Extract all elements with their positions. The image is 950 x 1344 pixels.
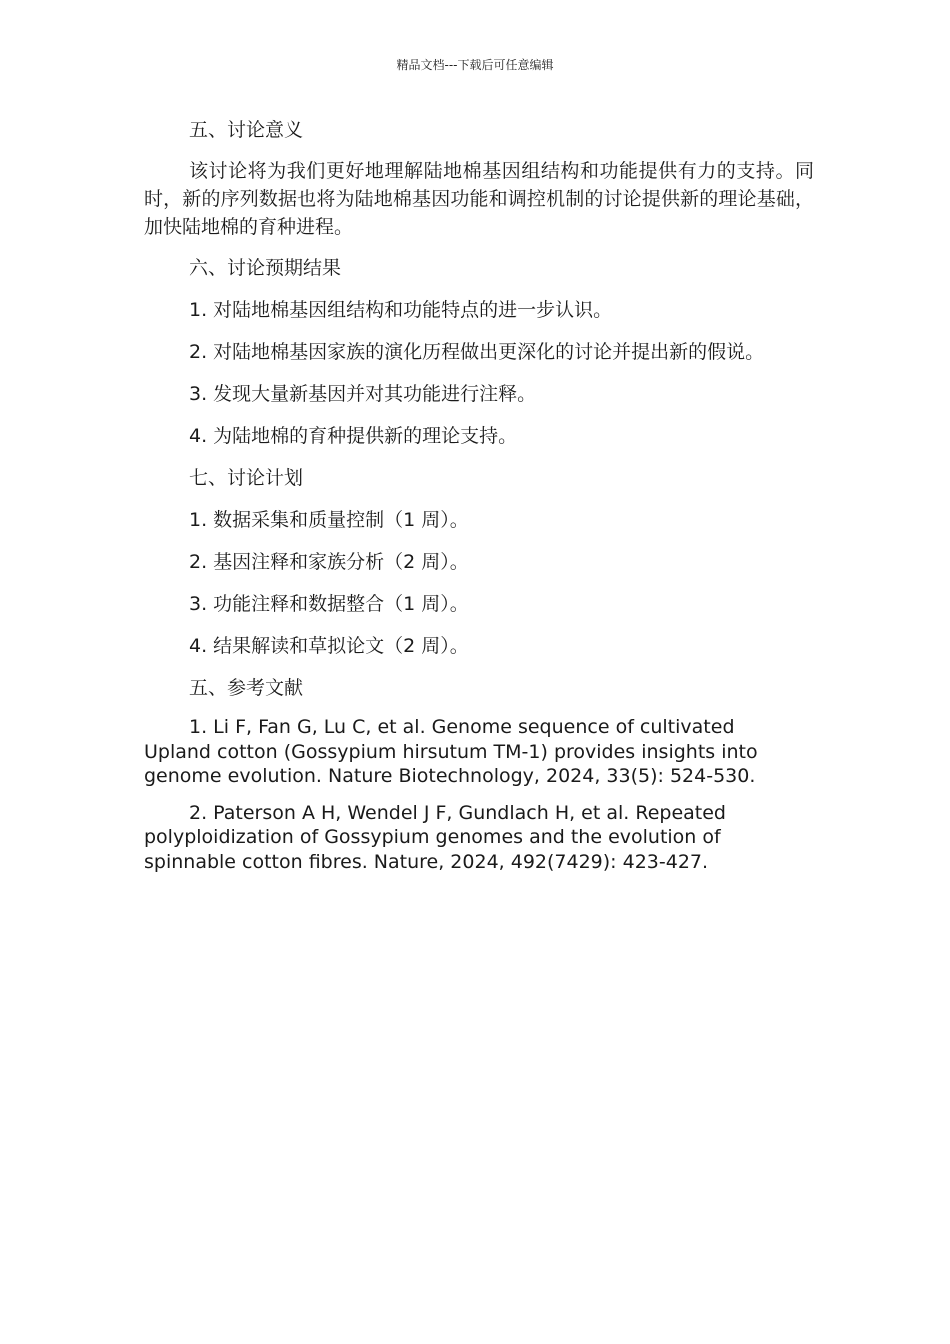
plan-item: 1. 数据采集和质量控制（1 周）。	[189, 509, 469, 531]
expected-result-item: 1. 对陆地棉基因组结构和功能特点的进一步认识。	[189, 299, 613, 321]
expected-result-item: 4. 为陆地棉的育种提供新的理论支持。	[189, 425, 518, 447]
section-title-expected-results: 六、讨论预期结果	[189, 257, 342, 279]
expected-result-item: 3. 发现大量新基因并对其功能进行注释。	[189, 383, 537, 405]
plan-item: 4. 结果解读和草拟论文（2 周）。	[189, 635, 469, 657]
page-header: 精品文档---下载后可任意编辑	[396, 58, 554, 72]
section-title-significance: 五、讨论意义	[189, 119, 304, 141]
section-title-plan: 七、讨论计划	[189, 467, 304, 489]
expected-result-item: 2. 对陆地棉基因家族的演化历程做出更深化的讨论并提出新的假说。	[189, 341, 765, 363]
reference-item: 1. Li F, Fan G, Lu C, et al. Genome sequence of cultivated Upland cotton (Gossypium hirsutum TM-1) provides insights into genome evolution. Nature Biotechnology, 2024, 33(5): 524-530.	[144, 716, 758, 787]
reference-item: 2. Paterson A H, Wendel J F, Gundlach H, et al. Repeated polyploidization of Gossypium genomes and the evolution of spinnable cotton fibres. Nature, 2024, 492(7429): 423-427.	[144, 801, 726, 873]
plan-item: 3. 功能注释和数据整合（1 周）。	[189, 593, 469, 615]
section-title-references: 五、参考文献	[189, 677, 304, 699]
plan-item: 2. 基因注释和家族分析（2 周）。	[189, 551, 469, 573]
document-body	[144, 115, 814, 886]
significance-paragraph: 该讨论将为我们更好地理解陆地棉基因组结构和功能提供有力的支持。同时，新的序列数据也将为陆地棉基因功能和调控机制的讨论提供新的理论基础，加快陆地棉的育种进程。	[144, 160, 814, 238]
